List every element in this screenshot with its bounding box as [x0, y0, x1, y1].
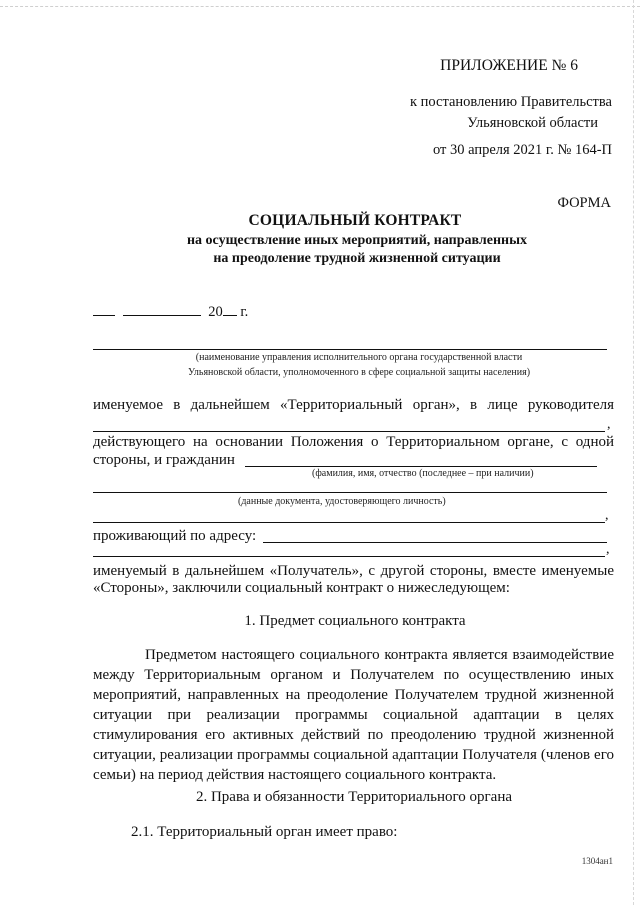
id-document-comma: , — [605, 508, 609, 523]
section2-heading: 2. Права и обязанности Территориального органа — [195, 789, 513, 805]
id-document-line2 — [93, 522, 605, 523]
form-label: ФОРМА — [557, 195, 611, 211]
resolution-reference-line2: Ульяновской области — [467, 115, 598, 131]
section2-item1: 2.1. Территориальный орган имеет право: — [131, 824, 398, 840]
document-subtitle-line2: на преодоление трудной жизненной ситуации — [213, 251, 501, 266]
id-document-note: (данные документа, удостоверяющего личность) — [238, 496, 446, 507]
document-title: СОЦИАЛЬНЫЙ КОНТРАКТ — [248, 212, 462, 229]
address-comma: , — [606, 542, 610, 557]
citizen-name-line — [245, 466, 597, 467]
resolution-reference-line1: к постановлению Правительства — [410, 94, 612, 110]
scan-edge-right — [633, 0, 634, 905]
section1-heading: 1. Предмет социального контракта — [244, 613, 466, 629]
head-name-comma: , — [607, 417, 611, 432]
appendix-number: ПРИЛОЖЕНИЕ № 6 — [440, 57, 578, 74]
year-blank — [223, 301, 237, 316]
address-label: проживающий по адресу: — [93, 528, 257, 544]
year-suffix: г. — [236, 304, 249, 320]
document-subtitle-line1: на осуществление иных мероприятий, направленных — [186, 233, 528, 248]
org-name-line — [93, 349, 607, 350]
day-blank — [93, 301, 115, 316]
address-line2 — [93, 556, 605, 557]
id-document-line — [93, 492, 607, 493]
parties-line4: стороны, и гражданин — [93, 452, 235, 468]
org-name-note-line1: (наименование управления исполнительного органа государственной власти — [195, 352, 523, 363]
section1-paragraph: Предметом настоящего социального контракта является взаимодействие между Территориальным органом и Получателем по осуществлению иных мероприятий, направленных на преодоление Получателем трудной жизненной ситуации при реализации программы социальной адаптации в целях стимулирования его активных действий по преодолению трудной жизненной ситуации, реализации программы социальной адаптации Получателя (членов его семьи) на период действия настоящего социального контракта. — [93, 647, 614, 783]
resolution-reference-date: от 30 апреля 2021 г. № 164-П — [432, 142, 612, 158]
address-line1 — [263, 542, 607, 543]
org-name-note-line2: Ульяновской области, уполномоченного в сфере социальной защиты населения) — [187, 367, 531, 378]
parties-last-line2: «Стороны», заключили социальный контракт о нижеследующем: — [93, 580, 510, 596]
contract-date-line — [93, 301, 248, 321]
footer-code: 1304ан1 — [581, 856, 613, 866]
fio-note: (фамилия, имя, отчество (последнее – при наличии) — [312, 468, 534, 479]
year-prefix: 20 — [208, 304, 223, 320]
parties-line3: действующего на основании Положения о Территориальном органе, с одной — [93, 434, 614, 450]
parties-last-line1: именуемый в дальнейшем «Получатель», с другой стороны, вместе именуемые — [93, 563, 614, 579]
month-blank — [123, 301, 201, 316]
parties-line1: именуемое в дальнейшем «Территориальный орган», в лице руководителя — [93, 397, 614, 413]
scan-edge-top — [0, 6, 640, 7]
